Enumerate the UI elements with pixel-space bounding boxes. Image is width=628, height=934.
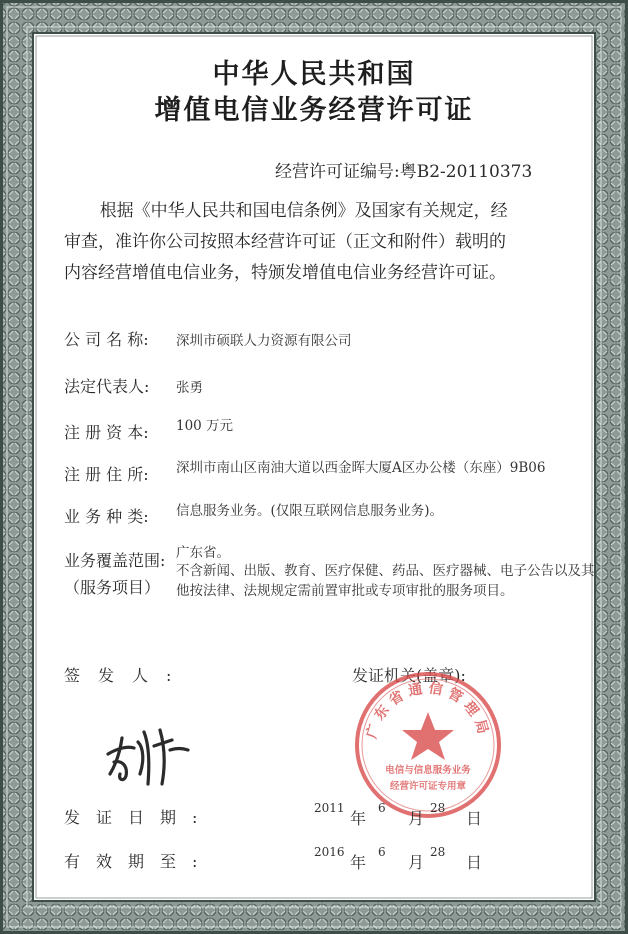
license-number: 经营许可证编号:粤B2-20110373 <box>275 162 533 182</box>
issue-day-unit: 日 <box>466 809 483 828</box>
seal-inner-text: 电信与信息服务业务 <box>385 765 471 776</box>
valid-day: 28 <box>430 845 446 859</box>
intro-paragraph <box>64 196 576 289</box>
legal-rep-label: 法定代表人: <box>64 377 150 396</box>
company-label: 公 司 名 称: <box>64 330 149 349</box>
issue-date-label: 发证日期: <box>64 808 214 827</box>
intro-line-2: 审查，准许你公司按照本经营许可证（正文和附件）载明的 <box>64 232 506 252</box>
coverage-label <box>64 547 165 601</box>
business-type-value: 信息服务业务。(仅限互联网信息服务业务)。 <box>176 503 444 519</box>
seal-star-icon <box>402 712 454 760</box>
address-value: 深圳市南山区南油大道以西金晖大厦A区办公楼（东座）9B06 <box>176 460 546 476</box>
capital-value: 100 万元 <box>176 418 234 434</box>
issue-day: 28 <box>430 801 446 815</box>
issuer-label: 签发人: <box>64 666 190 685</box>
business-type-label: 业 务 种 类: <box>64 507 149 526</box>
valid-until-label: 有效期至: <box>64 852 214 871</box>
valid-day-unit: 日 <box>466 853 483 872</box>
legal-rep-value: 张勇 <box>176 380 203 396</box>
authority-label: 发证机关(盖章): <box>352 666 466 685</box>
issue-year: 2011 <box>314 801 345 815</box>
title-country: 中华人民共和国 <box>212 59 416 90</box>
valid-year: 2016 <box>314 845 345 859</box>
intro-line-3: 内容经营增值电信业务，特颁发增值电信业务经营许可证。 <box>64 263 506 283</box>
official-seal <box>353 670 503 820</box>
intro-line-1: 根据《中华人民共和国电信条例》及国家有关规定，经 <box>99 201 508 221</box>
seal-bottom-text: 经营许可证专用章 <box>389 781 467 792</box>
coverage-label-line-1: 业务覆盖范围: <box>64 551 166 570</box>
coverage-items: 不含新闻、出版、教育、医疗保健、药品、医疗器械、电子公告以及其他按法律、法规规定需前置审批或专项审批的服务项目。 <box>176 563 595 599</box>
valid-month: 6 <box>378 845 386 859</box>
seal-outer-text: 广东省通信管理局 <box>363 680 493 741</box>
issue-year-unit: 年 <box>350 809 367 828</box>
company-value: 深圳市硕联人力资源有限公司 <box>176 333 352 349</box>
issuer-signature <box>104 718 194 788</box>
valid-month-unit: 月 <box>408 853 425 872</box>
valid-year-unit: 年 <box>350 853 367 872</box>
issue-month-unit: 月 <box>408 809 425 828</box>
coverage-region: 广东省。 <box>176 545 230 561</box>
issue-month: 6 <box>378 801 386 815</box>
address-label: 注 册 住 所: <box>64 465 149 484</box>
coverage-label-line-2: （服务项目） <box>64 578 161 597</box>
capital-label: 注 册 资 本: <box>64 423 149 442</box>
title-license: 增值电信业务经营许可证 <box>154 95 474 126</box>
